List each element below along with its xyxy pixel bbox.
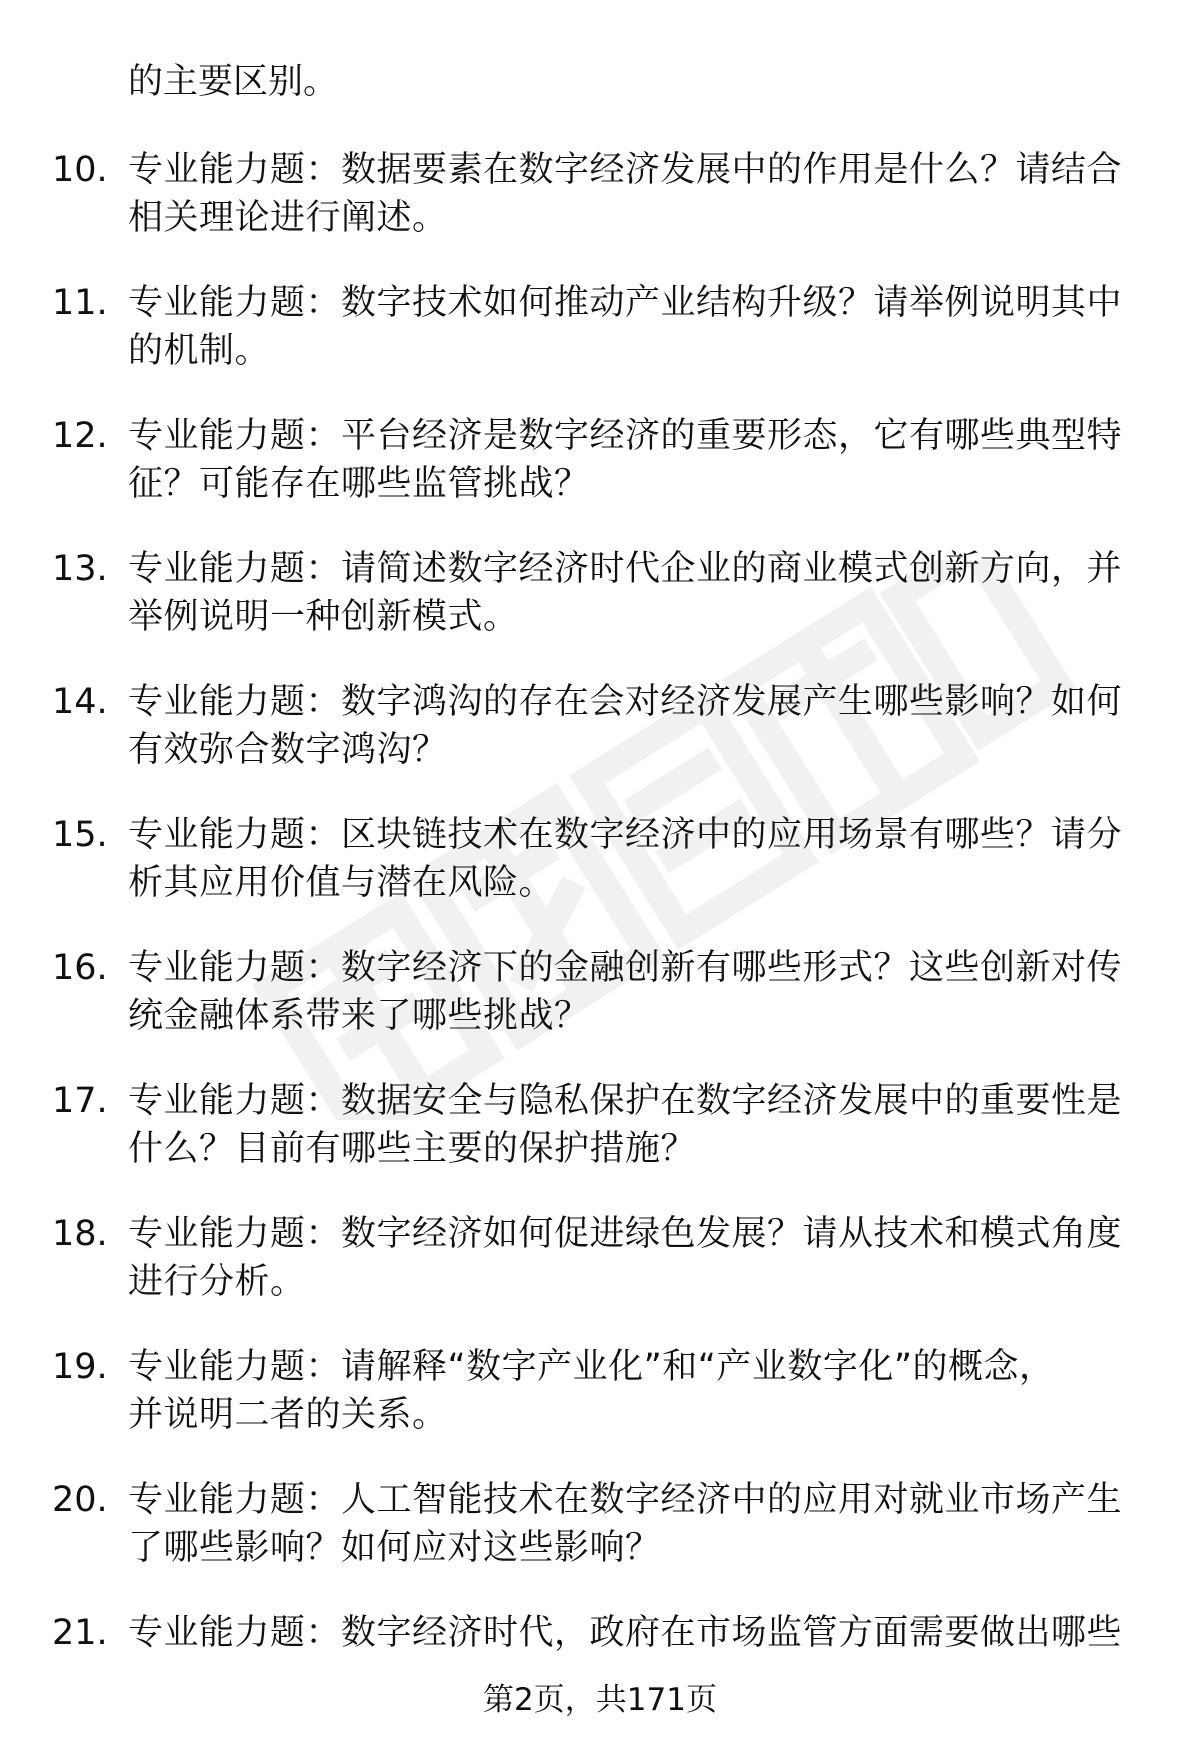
question-line: 专业能力题：数字经济下的金融创新有哪些形式？这些创新对传 xyxy=(128,948,1123,988)
page-footer: 第2页，共171页 xyxy=(483,1682,717,1718)
question-text xyxy=(128,944,1138,1040)
question-item xyxy=(0,545,1200,678)
question-line: 统金融体系带来了哪些挑战？ xyxy=(128,996,590,1036)
question-line: 征？可能存在哪些监管挑战？ xyxy=(128,464,590,504)
question-item xyxy=(0,1476,1200,1609)
question-text xyxy=(128,811,1138,907)
question-line: 进行分析。 xyxy=(128,1262,306,1302)
question-text xyxy=(128,1343,1138,1439)
question-item xyxy=(0,279,1200,412)
question-line: 什么？目前有哪些主要的保护措施？ xyxy=(128,1129,697,1169)
question-text xyxy=(128,412,1138,508)
question-text xyxy=(128,1609,1138,1657)
question-number: 18. xyxy=(52,1214,108,1254)
question-text xyxy=(128,1210,1138,1306)
question-line: 有效弥合数字鸿沟？ xyxy=(128,730,448,770)
question-text xyxy=(128,279,1138,375)
question-list xyxy=(0,146,1200,1742)
question-item xyxy=(0,412,1200,545)
question-number: 14. xyxy=(52,682,108,722)
question-line: 并说明二者的关系。 xyxy=(128,1395,448,1435)
question-line: 专业能力题：区块链技术在数字经济中的应用场景有哪些？请分 xyxy=(128,815,1123,855)
question-number: 16. xyxy=(52,948,108,988)
question-number: 17. xyxy=(52,1081,108,1121)
question-number: 20. xyxy=(52,1480,108,1520)
question-line: 专业能力题：请解释“数字产业化”和“产业数字化”的概念， xyxy=(128,1347,1055,1387)
continuation-text: 的主要区别。 xyxy=(128,62,339,102)
question-item xyxy=(0,811,1200,944)
question-line: 析其应用价值与潜在风险。 xyxy=(128,863,555,903)
question-item xyxy=(0,1077,1200,1210)
question-line: 专业能力题：数字鸿沟的存在会对经济发展产生哪些影响？如何 xyxy=(128,682,1123,722)
question-line: 了哪些影响？如何应对这些影响？ xyxy=(128,1528,661,1568)
question-item xyxy=(0,678,1200,811)
question-line: 专业能力题：数据安全与隐私保护在数字经济发展中的重要性是 xyxy=(128,1081,1123,1121)
question-line: 专业能力题：数据要素在数字经济发展中的作用是什么？请结合 xyxy=(128,150,1123,190)
question-number: 12. xyxy=(52,416,108,456)
question-line: 相关理论进行阐述。 xyxy=(128,198,448,238)
question-line: 专业能力题：平台经济是数字经济的重要形态，它有哪些典型特 xyxy=(128,416,1123,456)
question-number: 11. xyxy=(52,283,108,323)
question-line: 专业能力题：数字技术如何推动产业结构升级？请举例说明其中 xyxy=(128,283,1123,323)
question-item xyxy=(0,944,1200,1077)
question-line: 举例说明一种创新模式。 xyxy=(128,597,519,637)
question-number: 13. xyxy=(52,549,108,589)
question-item xyxy=(0,1343,1200,1476)
question-item xyxy=(0,1210,1200,1343)
question-item xyxy=(0,1609,1200,1742)
question-line: 专业能力题：数字经济如何促进绿色发展？请从技术和模式角度 xyxy=(128,1214,1123,1254)
question-text xyxy=(128,1476,1138,1572)
question-text xyxy=(128,146,1138,242)
question-line: 专业能力题：人工智能技术在数字经济中的应用对就业市场产生 xyxy=(128,1480,1123,1520)
question-line: 专业能力题：请简述数字经济时代企业的商业模式创新方向，并 xyxy=(128,549,1123,589)
question-line: 专业能力题：数字经济时代，政府在市场监管方面需要做出哪些 xyxy=(128,1613,1123,1653)
question-line: 的机制。 xyxy=(128,331,271,371)
question-number: 19. xyxy=(52,1347,108,1387)
question-item xyxy=(0,146,1200,279)
question-text xyxy=(128,1077,1138,1173)
question-text xyxy=(128,545,1138,641)
question-number: 21. xyxy=(52,1613,108,1653)
question-number: 10. xyxy=(52,150,108,190)
question-text xyxy=(128,678,1138,774)
question-number: 15. xyxy=(52,815,108,855)
